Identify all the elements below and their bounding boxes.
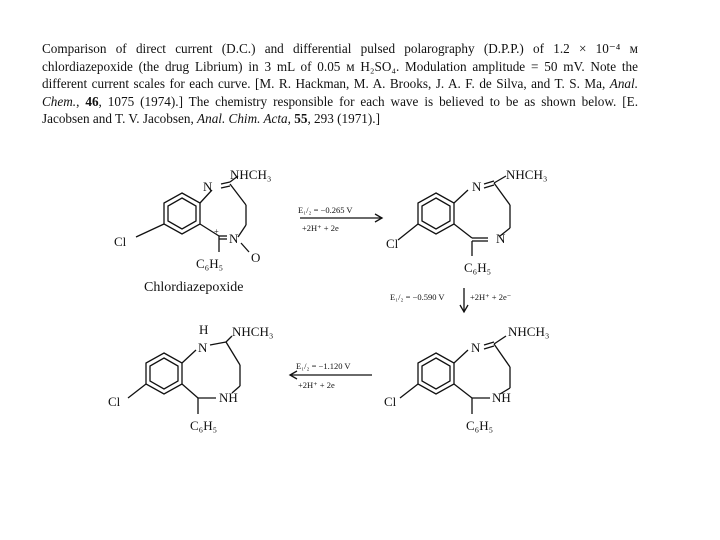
step1-potential: E₁/₂ = −0.265 V — [298, 205, 353, 215]
nhch3-label-1: NHCH₃ — [230, 167, 272, 182]
arrow-step-3 — [290, 371, 372, 379]
caption-text-3: , 293 (1971).] — [307, 111, 380, 127]
step2-potential: E₁/₂ = −0.590 V — [390, 292, 445, 302]
caption-volume-1: 46 — [85, 93, 99, 109]
n-label-4: N — [471, 340, 481, 355]
h-label: H — [199, 322, 209, 337]
nhch3-label-3: NHCH₃ — [232, 324, 274, 339]
step3-potential: E₁/₂ = −1.120 V — [296, 361, 351, 371]
n-label-2b: N — [496, 231, 506, 246]
n-label-1b: N — [229, 231, 239, 246]
caption-journal-2: Anal. Chim. Acta — [197, 111, 288, 127]
n-label-2a: N — [472, 179, 482, 194]
caption-text-1: Comparison of direct current (D.C.) and differential pulsed polarography (D.P.P.) of 1.2 × 10⁻⁴ м chlordiazepoxide (the drug Librium) in 3 mL of 0.05 м H₂SO₄. Modulation amplitude = 50 mV. Note the different current scales for each curve. [M. R. Hackman, M. A. Brooks, J. A. F. de Silva, and T. S. Ma, — [42, 41, 638, 92]
arrow-step-1 — [300, 214, 382, 222]
caption-journal-1: Anal. Chem. — [42, 76, 638, 109]
compound-name: Chlordiazepoxide — [144, 280, 244, 295]
caption-volume-2: 55 — [294, 111, 308, 127]
step2-reagents: +2H⁺ + 2e⁻ — [470, 292, 512, 302]
oxygen-label: O — [251, 250, 261, 265]
nh-label-4: NH — [492, 390, 511, 405]
caption-text-2: , 1075 (1974).] The chemistry responsible for each wave is believed to be as shown below. [E. Jacobsen and T. V. Jacobsen, — [42, 93, 639, 127]
c6h5-label-2: C₆H₅ — [464, 260, 492, 275]
cl-label-1: Cl — [114, 234, 127, 249]
cl-label-3: Cl — [108, 394, 121, 409]
nh-label-3: NH — [219, 390, 238, 405]
n-label-3: N — [198, 340, 208, 355]
product-1-structure — [398, 176, 510, 256]
figure-caption: Comparison of direct current (D.C.) and differential pulsed polarography (D.P.P.) of 1.2 × 10⁻⁴ м chlordiazepoxide (the drug Librium) in 3 mL of 0.05 м H₂SO₄. Modulation amplitude = 50 mV. Note the different current scales for each curve. [M. R. Hackman, M. A. Brooks, J. A. F. de Silva, and T. S. Ma, Anal. Chem., 46, 1075 (1974).] The chemistry responsible for each wave is believed to be as shown below. [E. Jacobsen and T. V. Jacobsen, Anal. Chim. Acta, 55, 293 (1971).] — [42, 41, 639, 127]
cl-label-2: Cl — [386, 236, 399, 251]
c6h5-label-4: C₆H₅ — [466, 418, 494, 433]
n-label-1a: N — [203, 179, 213, 194]
step1-reagents: +2H⁺ + 2e — [302, 223, 339, 233]
cl-label-4: Cl — [384, 394, 397, 409]
step3-reagents: +2H⁺ + 2e — [298, 380, 335, 390]
nhch3-label-4: NHCH₃ — [508, 324, 550, 339]
nhch3-label-2: NHCH₃ — [506, 167, 548, 182]
arrow-step-2 — [460, 288, 468, 312]
plus-charge-label: + — [214, 226, 219, 236]
c6h5-label-3: C₆H₅ — [190, 418, 218, 433]
c6h5-label-1: C₆H₅ — [196, 256, 224, 271]
